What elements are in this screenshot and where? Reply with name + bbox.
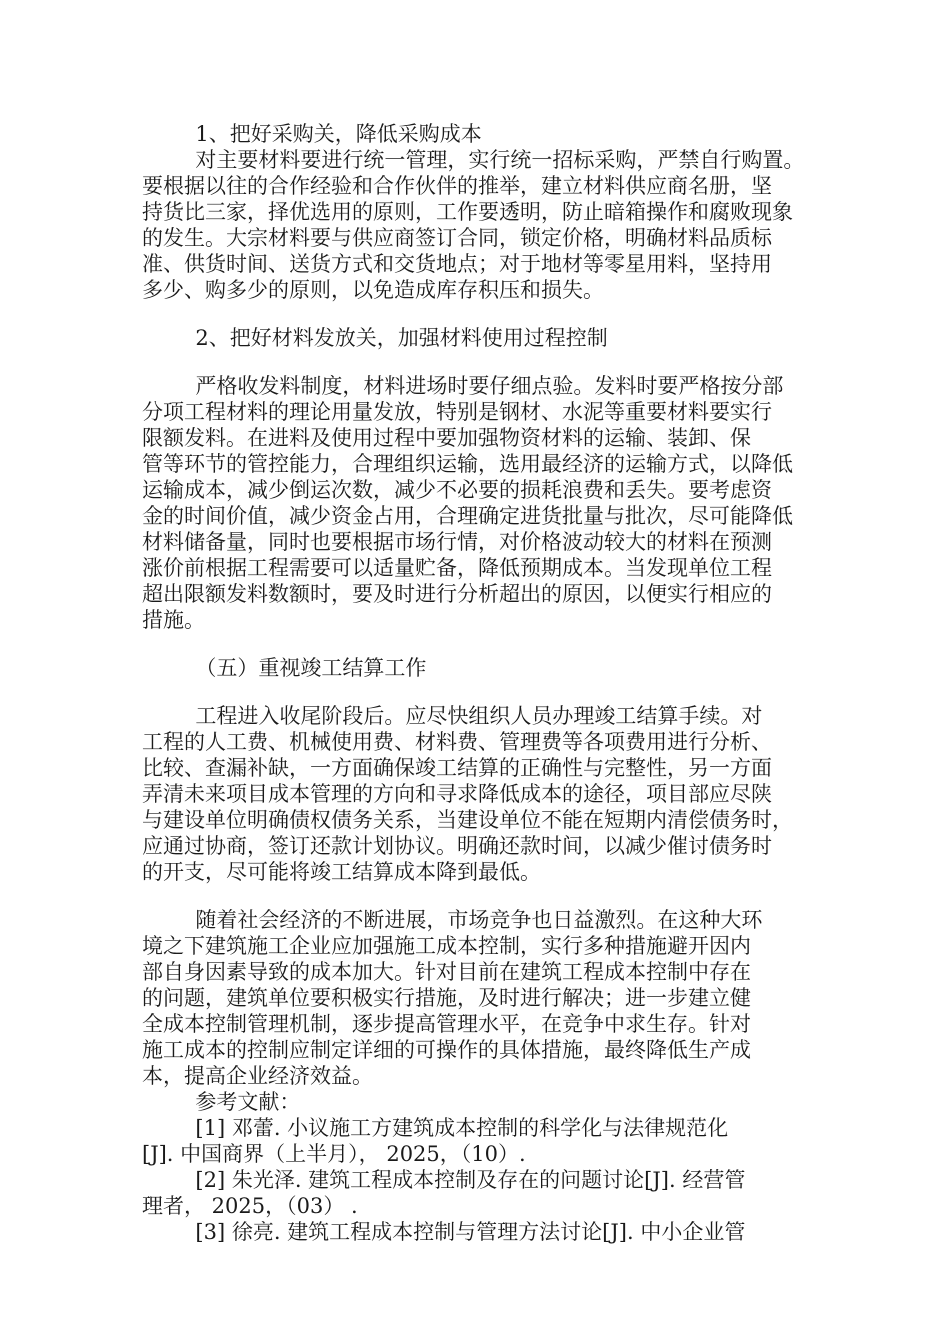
references-heading: 参考文献： bbox=[142, 1090, 301, 1114]
text-line: 随着社会经济的不断进展，市场竞争也日益激烈。在这种大环 bbox=[142, 908, 763, 932]
text-line: 全成本控制管理机制，逐步提高管理水平，在竞争中求生存。针对 bbox=[142, 1012, 751, 1036]
text-line: 持货比三家，择优选用的原则，工作要透明，防止暗箱操作和腐败现象 bbox=[142, 200, 793, 224]
text-line: 准、供货时间、送货方式和交货地点；对于地材等零星用料，坚持用 bbox=[142, 252, 772, 276]
section-heading: 2、把好材料发放关，加强材料使用过程控制 bbox=[142, 326, 608, 350]
text-line: 超出限额发料数额时，要及时进行分析超出的原因，以便实行相应的 bbox=[142, 582, 772, 606]
text-line: 部自身因素导致的成本加大。针对目前在建筑工程成本控制中存在 bbox=[142, 960, 751, 984]
text-line: 对主要材料要进行统一管理，实行统一招标采购，严禁自行购置。 bbox=[142, 148, 805, 172]
text-line: 的开支，尽可能将竣工结算成本降到最低。 bbox=[142, 860, 541, 884]
text-line: 的问题，建筑单位要积极实行措施，及时进行解决；进一步建立健 bbox=[142, 986, 751, 1010]
text-line: 施工成本的控制应制定详细的可操作的具体措施，最终降低生产成 bbox=[142, 1038, 751, 1062]
text-line: 严格收发料制度，材料进场时要仔细点验。发料时要严格按分部 bbox=[142, 374, 784, 398]
text-line: 涨价前根据工程需要可以适量贮备，降低预期成本。当发现单位工程 bbox=[142, 556, 772, 580]
text-line: 多少、购多少的原则，以免造成库存积压和损失。 bbox=[142, 278, 604, 302]
text-line: 材料储备量，同时也要根据市场行情，对价格波动较大的材料在预测 bbox=[142, 530, 772, 554]
text-line: 本，提高企业经济效益。 bbox=[142, 1064, 373, 1088]
text-line: 金的时间价值，减少资金占用，合理确定进货批量与批次，尽可能降低 bbox=[142, 504, 793, 528]
reference-line: [J]. 中国商界（上半月）， 2025，（10）. bbox=[142, 1142, 526, 1166]
text-line: 1、把好采购关，降低采购成本 bbox=[142, 122, 482, 146]
text-line: 管等环节的管控能力，合理组织运输，选用最经济的运输方式，以降低 bbox=[142, 452, 793, 476]
text-line: 境之下建筑施工企业应加强施工成本控制，实行多种措施避开因内 bbox=[142, 934, 751, 958]
text-line: 要根据以往的合作经验和合作伙伴的推举，建立材料供应商名册，坚 bbox=[142, 174, 772, 198]
reference-line: 理者， 2025，（03） . bbox=[142, 1194, 358, 1218]
section-heading: （五）重视竣工结算工作 bbox=[142, 656, 427, 680]
text-line: 工程的人工费、机械使用费、材料费、管理费等各项费用进行分析、 bbox=[142, 730, 772, 754]
text-line: 比较、查漏补缺，一方面确保竣工结算的正确性与完整性，另一方面 bbox=[142, 756, 772, 780]
text-line: 分项工程材料的理论用量发放，特别是钢材、水泥等重要材料要实行 bbox=[142, 400, 772, 424]
reference-line: [1] 邓蕾. 小议施工方建筑成本控制的科学化与法律规范化 bbox=[142, 1116, 729, 1140]
text-line: 限额发料。在进料及使用过程中要加强物资材料的运输、装卸、保 bbox=[142, 426, 751, 450]
text-line: 应通过协商，签订还款计划协议。明确还款时间，以减少催讨债务时 bbox=[142, 834, 772, 858]
reference-line: [2] 朱光泽. 建筑工程成本控制及存在的问题讨论[J]. 经营管 bbox=[142, 1168, 746, 1192]
text-line: 措施。 bbox=[142, 608, 205, 632]
text-line: 工程进入收尾阶段后。应尽快组织人员办理竣工结算手续。对 bbox=[142, 704, 763, 728]
text-line: 弄清未来项目成本管理的方向和寻求降低成本的途径，项目部应尽陕 bbox=[142, 782, 772, 806]
text-line: 与建设单位明确债权债务关系，当建设单位不能在短期内清偿债务时， bbox=[142, 808, 793, 832]
reference-line: [3] 徐亮. 建筑工程成本控制与管理方法讨论[J]. 中小企业管 bbox=[142, 1220, 746, 1244]
text-line: 运输成本，减少倒运次数，减少不必要的损耗浪费和丢失。要考虑资 bbox=[142, 478, 772, 502]
text-line: 的发生。大宗材料要与供应商签订合同，锁定价格，明确材料品质标 bbox=[142, 226, 772, 250]
